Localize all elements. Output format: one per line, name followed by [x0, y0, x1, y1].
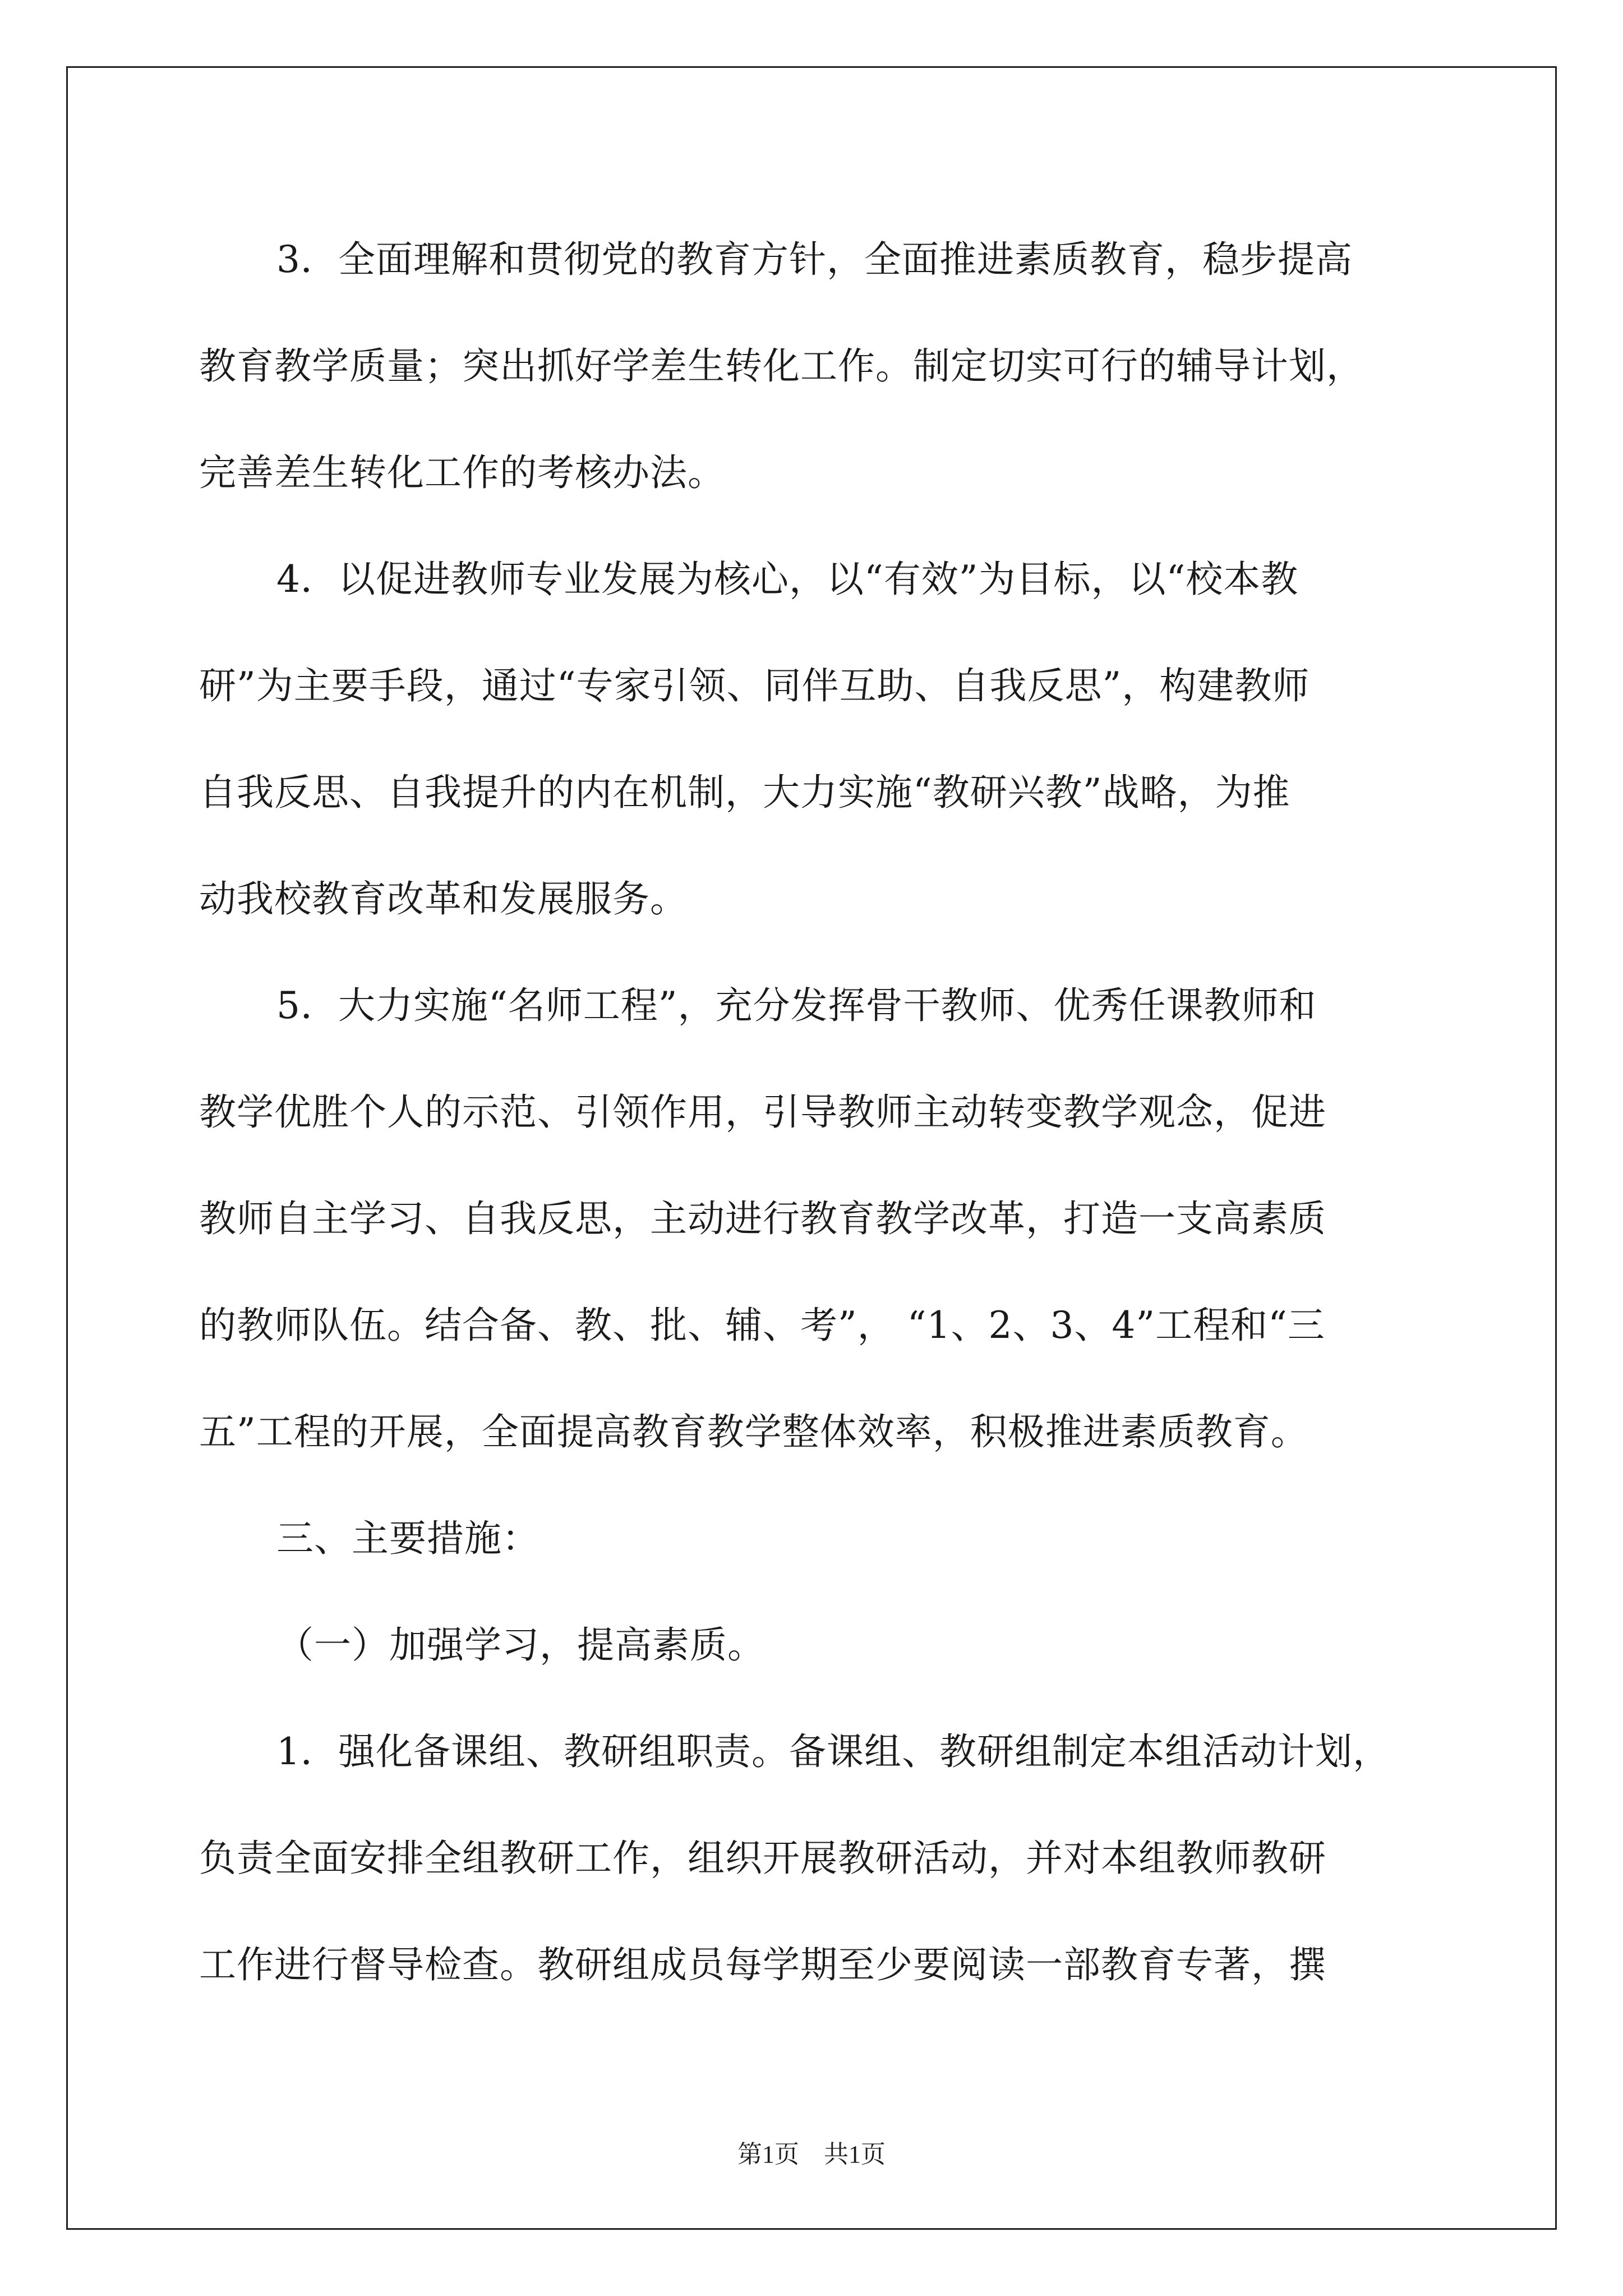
- subsection-heading-study: （一）加强学习，提高素质。: [276, 1623, 765, 1667]
- paragraph-5-line-5: 五”工程的开展，全面提高教育教学整体效率，积极推进素质教育。: [199, 1410, 1308, 1453]
- paragraph-4-line-4: 动我校教育改革和发展服务。: [199, 877, 688, 921]
- measure-1-line-3: 工作进行督导检查。教研组成员每学期至少要阅读一部教育专著，撰: [199, 1943, 1326, 1986]
- paragraph-3-line-1: 3．全面理解和贯彻党的教育方针，全面推进素质教育，稳步提高: [276, 238, 1353, 281]
- paragraph-5-line-4: 的教师队伍。结合备、教、批、辅、考”， “1、2、3、4”工程和“三: [199, 1304, 1325, 1347]
- paragraph-3-line-2: 教育教学质量；突出抓好学差生转化工作。制定切实可行的辅导计划，: [199, 344, 1364, 388]
- paragraph-4-line-1: 4．以促进教师专业发展为核心，以“有效”为目标，以“校本教: [276, 558, 1299, 601]
- document-body: [199, 206, 1436, 2018]
- paragraph-3-line-3: 完善差生转化工作的考核办法。: [199, 451, 725, 494]
- measure-1-line-1: 1．强化备课组、教研组职责。备课组、教研组制定本组活动计划，: [276, 1730, 1390, 1773]
- measure-1-line-2: 负责全面安排全组教研工作，组织开展教研活动，并对本组教师教研: [199, 1837, 1326, 1880]
- page-number-footer: 第1页 共1页: [737, 2141, 886, 2168]
- paragraph-4-line-3: 自我反思、自我提升的内在机制，大力实施“教研兴教”战略，为推: [199, 771, 1290, 814]
- paragraph-5-line-2: 教学优胜个人的示范、引领作用，引导教师主动转变教学观念，促进: [199, 1091, 1326, 1134]
- section-heading-main-measures: 三、主要措施：: [276, 1517, 540, 1560]
- paragraph-5-line-1: 5．大力实施“名师工程”，充分发挥骨干教师、优秀任课教师和: [276, 984, 1317, 1027]
- paragraph-4-line-2: 研”为主要手段，通过“专家引领、同伴互助、自我反思”，构建教师: [199, 664, 1310, 707]
- paragraph-5-line-3: 教师自主学习、自我反思，主动进行教育教学改革，打造一支高素质: [199, 1197, 1326, 1240]
